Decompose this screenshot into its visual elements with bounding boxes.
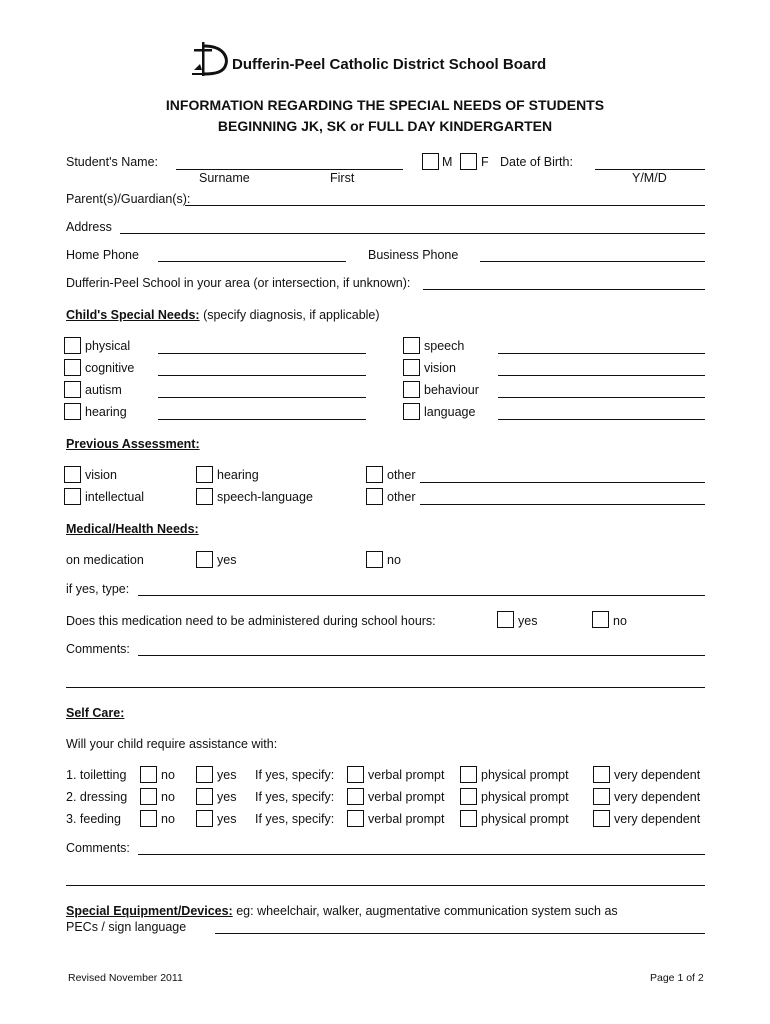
- address-label: Address: [66, 220, 112, 234]
- assess-vision-label: vision: [85, 468, 117, 482]
- feeding-no-checkbox[interactable]: [140, 810, 157, 827]
- assessment-heading: Previous Assessment:: [66, 437, 200, 451]
- on-medication-label: on medication: [66, 553, 144, 567]
- autism-field[interactable]: [158, 397, 366, 398]
- dob-label: Date of Birth:: [500, 155, 573, 169]
- feeding-verbal-label: verbal prompt: [368, 812, 445, 826]
- feeding-yes-label: yes: [217, 812, 237, 826]
- dressing-no-label: no: [161, 790, 175, 804]
- hearing-label: hearing: [85, 405, 127, 419]
- medical-comments-field-2[interactable]: [66, 687, 705, 688]
- toiletting-specify-label: If yes, specify:: [255, 768, 335, 782]
- language-field[interactable]: [498, 419, 705, 420]
- dressing-specify-label: If yes, specify:: [255, 790, 335, 804]
- school-hours-yes-label: yes: [518, 614, 538, 628]
- feeding-yes-checkbox[interactable]: [196, 810, 213, 827]
- assess-other-field-1[interactable]: [420, 482, 705, 483]
- equipment-field[interactable]: [215, 933, 705, 934]
- equipment-text-line1: eg: wheelchair, walker, augmentative communication system such as: [236, 904, 618, 918]
- dressing-yes-label: yes: [217, 790, 237, 804]
- student-name-field[interactable]: [176, 169, 403, 170]
- medication-no-label: no: [387, 553, 401, 567]
- male-checkbox[interactable]: [422, 153, 439, 170]
- dressing-verbal-label: verbal prompt: [368, 790, 445, 804]
- self-care-comments-field[interactable]: [138, 854, 705, 855]
- autism-checkbox[interactable]: [64, 381, 81, 398]
- guardian-label: Parent(s)/Guardian(s):: [66, 192, 191, 206]
- feeding-physical-label: physical prompt: [481, 812, 569, 826]
- behaviour-field[interactable]: [498, 397, 705, 398]
- dressing-yes-checkbox[interactable]: [196, 788, 213, 805]
- surname-label: Surname: [199, 171, 250, 185]
- first-name-label: First: [330, 171, 355, 185]
- revised-date: Revised November 2011: [68, 972, 183, 984]
- feeding-dependent-checkbox[interactable]: [593, 810, 610, 827]
- medication-type-field[interactable]: [138, 595, 705, 596]
- assess-intellectual-checkbox[interactable]: [64, 488, 81, 505]
- school-hours-question: Does this medication need to be administered during school hours:: [66, 614, 436, 628]
- ymd-label: Y/M/D: [632, 171, 667, 185]
- dressing-dependent-label: very dependent: [614, 790, 701, 804]
- home-phone-label: Home Phone: [66, 248, 139, 262]
- assess-hearing-checkbox[interactable]: [196, 466, 213, 483]
- if-yes-type-label: if yes, type:: [66, 582, 130, 596]
- assess-other-field-2[interactable]: [420, 504, 705, 505]
- assess-speech-language-label: speech-language: [217, 490, 313, 504]
- feeding-physical-checkbox[interactable]: [460, 810, 477, 827]
- school-hours-yes-checkbox[interactable]: [497, 611, 514, 628]
- form-title-line2: BEGINNING JK, SK or FULL DAY KINDERGARTEN: [217, 118, 553, 134]
- hearing-checkbox[interactable]: [64, 403, 81, 420]
- address-field[interactable]: [120, 233, 705, 234]
- medical-comments-field[interactable]: [138, 655, 705, 656]
- medical-comments-label: Comments:: [66, 642, 130, 656]
- assess-hearing-label: hearing: [217, 468, 259, 482]
- cognitive-checkbox[interactable]: [64, 359, 81, 376]
- self-care-comments-field-2[interactable]: [66, 885, 705, 886]
- physical-checkbox[interactable]: [64, 337, 81, 354]
- medical-heading: Medical/Health Needs:: [66, 522, 199, 536]
- toiletting-verbal-checkbox[interactable]: [347, 766, 364, 783]
- assess-other-checkbox-2[interactable]: [366, 488, 383, 505]
- medication-no-checkbox[interactable]: [366, 551, 383, 568]
- medication-yes-checkbox[interactable]: [196, 551, 213, 568]
- physical-label: physical: [85, 339, 131, 353]
- feeding-dependent-label: very dependent: [614, 812, 701, 826]
- toiletting-no-label: no: [161, 768, 175, 782]
- feeding-specify-label: If yes, specify:: [255, 812, 335, 826]
- speech-field[interactable]: [498, 353, 705, 354]
- toiletting-yes-checkbox[interactable]: [196, 766, 213, 783]
- dressing-physical-label: physical prompt: [481, 790, 569, 804]
- dressing-label: 2. dressing: [66, 790, 128, 804]
- toiletting-dependent-label: very dependent: [614, 768, 701, 782]
- dressing-no-checkbox[interactable]: [140, 788, 157, 805]
- feeding-no-label: no: [161, 812, 175, 826]
- dressing-dependent-checkbox[interactable]: [593, 788, 610, 805]
- medication-yes-label: yes: [217, 553, 237, 567]
- vision-label: vision: [424, 361, 456, 375]
- speech-label: speech: [424, 339, 465, 353]
- toiletting-physical-label: physical prompt: [481, 768, 569, 782]
- female-label: F: [481, 155, 489, 169]
- assess-other-label-2: other: [387, 490, 416, 504]
- dressing-verbal-checkbox[interactable]: [347, 788, 364, 805]
- behaviour-label: behaviour: [424, 383, 479, 397]
- assess-intellectual-label: intellectual: [85, 490, 145, 504]
- form-title-line1: INFORMATION REGARDING THE SPECIAL NEEDS OF STUDENTS: [165, 97, 605, 113]
- equipment-heading: Special Equipment/Devices:: [66, 904, 233, 918]
- org-name: Dufferin-Peel Catholic District School Board: [232, 56, 547, 73]
- hearing-field[interactable]: [158, 419, 366, 420]
- special-needs-note: (specify diagnosis, if applicable): [203, 308, 380, 322]
- female-checkbox[interactable]: [460, 153, 477, 170]
- language-label: language: [424, 405, 476, 419]
- dressing-physical-checkbox[interactable]: [460, 788, 477, 805]
- behaviour-checkbox[interactable]: [403, 381, 420, 398]
- toiletting-physical-checkbox[interactable]: [460, 766, 477, 783]
- male-label: M: [442, 155, 453, 169]
- special-needs-heading-wrap: [66, 308, 380, 322]
- vision-checkbox[interactable]: [403, 359, 420, 376]
- toiletting-yes-label: yes: [217, 768, 237, 782]
- school-hours-no-checkbox[interactable]: [592, 611, 609, 628]
- assess-other-label-1: other: [387, 468, 416, 482]
- business-phone-label: Business Phone: [368, 248, 459, 262]
- toiletting-no-checkbox[interactable]: [140, 766, 157, 783]
- toiletting-dependent-checkbox[interactable]: [593, 766, 610, 783]
- speech-checkbox[interactable]: [403, 337, 420, 354]
- school-hours-no-label: no: [613, 614, 627, 628]
- toiletting-label: 1. toiletting: [66, 768, 127, 782]
- special-needs-heading: Child's Special Needs:: [66, 308, 200, 322]
- cognitive-label: cognitive: [85, 361, 135, 375]
- equipment-text-line2: PECs / sign language: [66, 920, 187, 934]
- page-number: Page 1 of 2: [650, 972, 704, 984]
- guardian-field[interactable]: [185, 205, 705, 206]
- equipment-line1: [66, 904, 618, 918]
- cognitive-field[interactable]: [158, 375, 366, 376]
- self-care-heading: Self Care:: [66, 706, 125, 720]
- school-board-logo-icon: [190, 40, 230, 80]
- toiletting-verbal-label: verbal prompt: [368, 768, 445, 782]
- home-phone-field[interactable]: [158, 261, 346, 262]
- assess-vision-checkbox[interactable]: [64, 466, 81, 483]
- self-care-question: Will your child require assistance with:: [66, 737, 278, 751]
- school-field[interactable]: [423, 289, 705, 290]
- dob-field[interactable]: [595, 169, 705, 170]
- vision-field[interactable]: [498, 375, 705, 376]
- feeding-verbal-checkbox[interactable]: [347, 810, 364, 827]
- feeding-label: 3. feeding: [66, 812, 121, 826]
- autism-label: autism: [85, 383, 122, 397]
- assess-other-checkbox-1[interactable]: [366, 466, 383, 483]
- student-name-label: Student's Name:: [66, 155, 159, 169]
- self-care-comments-label: Comments:: [66, 841, 130, 855]
- language-checkbox[interactable]: [403, 403, 420, 420]
- physical-field[interactable]: [158, 353, 366, 354]
- school-label: Dufferin-Peel School in your area (or intersection, if unknown):: [66, 276, 411, 290]
- business-phone-field[interactable]: [480, 261, 705, 262]
- assess-speech-language-checkbox[interactable]: [196, 488, 213, 505]
